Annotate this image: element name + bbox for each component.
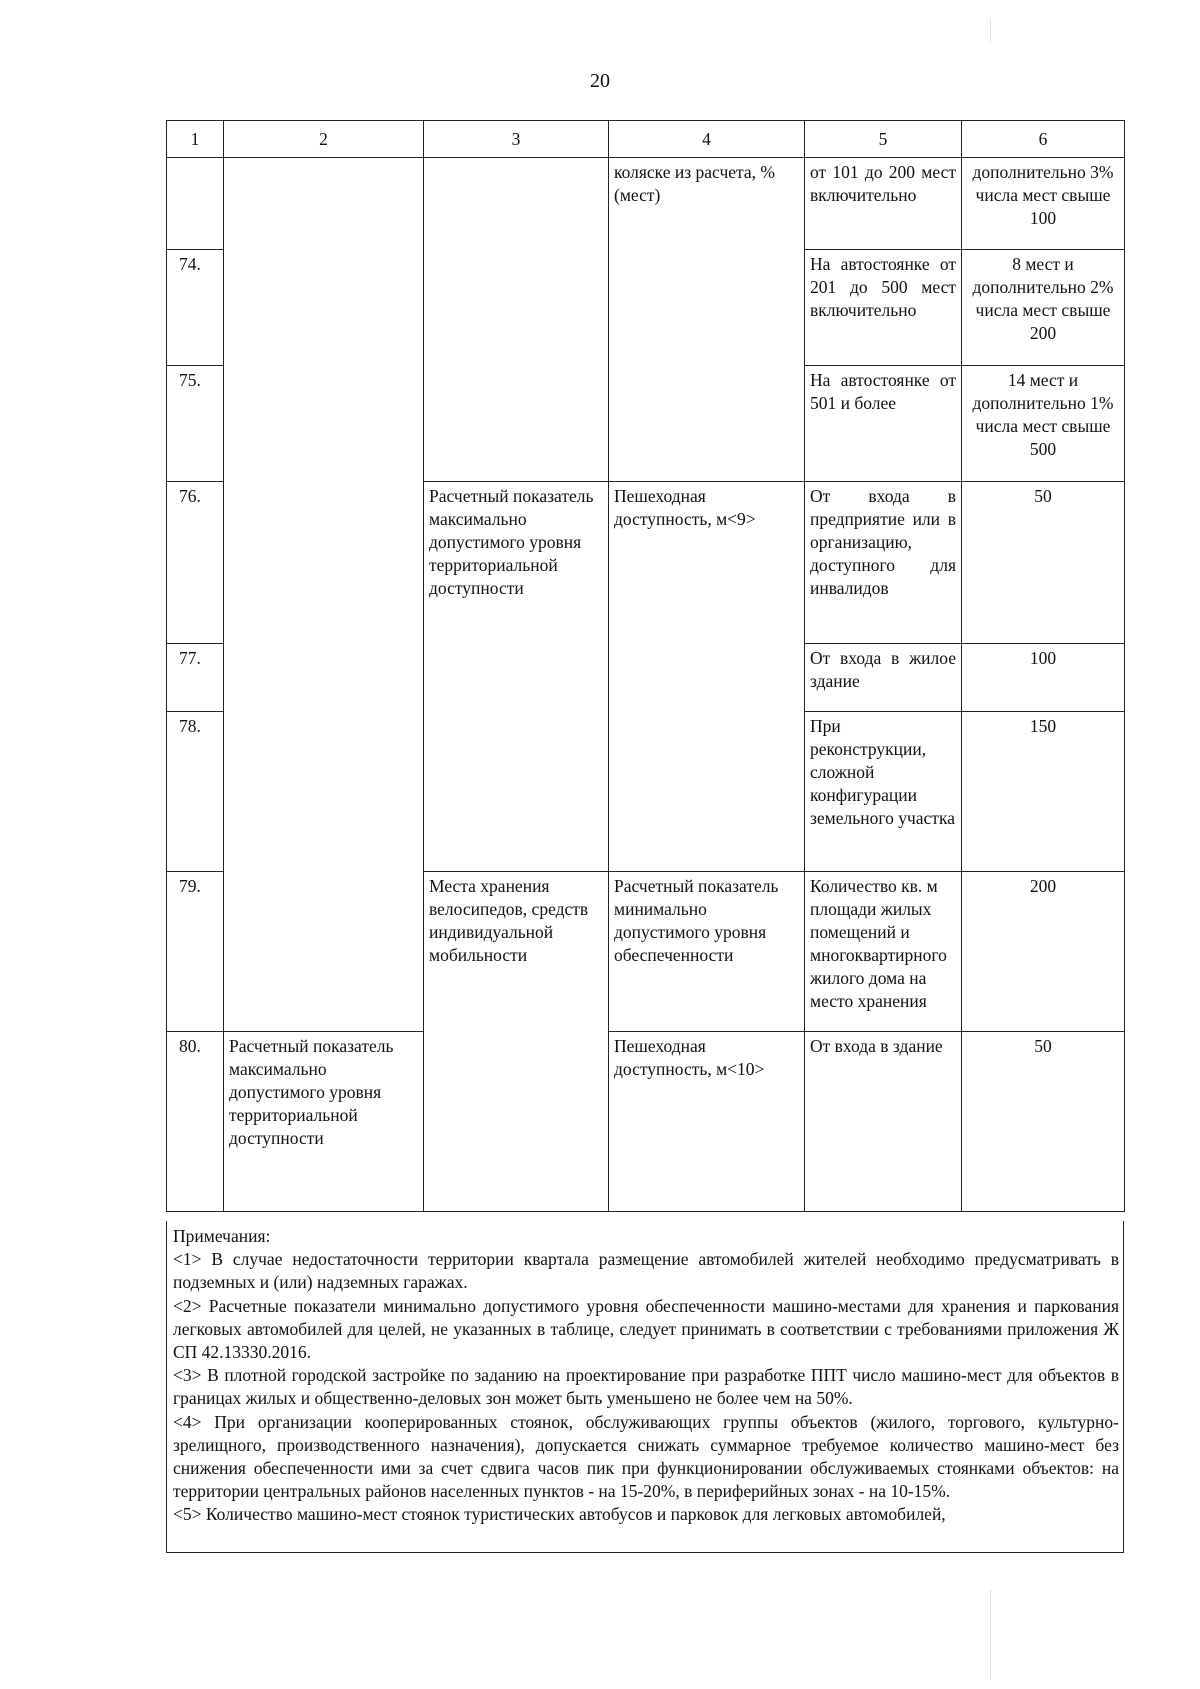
- row-col6: 8 мест и дополнительно 2% числа мест свыше 200: [962, 250, 1125, 366]
- scan-artifact-line: [990, 20, 992, 42]
- row-col3-empty: [424, 158, 609, 482]
- row-col4: Пешеходная доступность, м<9>: [609, 482, 805, 872]
- row-col4-continued: коляске из расчета, % (мест): [609, 158, 805, 482]
- row-col5: от 101 до 200 мест включительно: [805, 158, 962, 250]
- row-col6: 50: [962, 1032, 1125, 1212]
- row-number: [167, 158, 224, 250]
- row-col5: На автостоянке от 501 и более: [805, 366, 962, 482]
- notes-title: Примечания:: [173, 1226, 271, 1246]
- row-col6: 50: [962, 482, 1125, 644]
- row-col5: От входа в жилое здание: [805, 644, 962, 712]
- page-number: 20: [590, 70, 610, 92]
- note-4: <4> При организации кооперированных стоянок, обслуживающих группы объектов (жилого, торгового, культурно-зрелищного, производственного назначения), допускается снижать суммарное требуемое количество машино-мест без снижения обеспеченности ими за счет сдвига часов пик при функционировании обслуживаемых стоянками объектов: на территории центральных районов населенных пунктов - на 15-20%, в периферийных зонах - на 10-15%.: [173, 1411, 1119, 1502]
- header-col-5: 5: [805, 121, 962, 158]
- note-2: <2> Расчетные показатели минимально допустимого уровня обеспеченности машино-местами для хранения и паркования легковых автомобилей для целей, не указанных в таблице, следует принимать в соответствии с требованиями приложения Ж СП 42.13330.2016.: [173, 1295, 1119, 1363]
- row-number: 75.: [167, 366, 224, 482]
- table-body: [167, 158, 1125, 1212]
- row-col2-group: [224, 158, 424, 1032]
- row-number: 79.: [167, 872, 224, 1032]
- row-number: 76.: [167, 482, 224, 644]
- row-col5: От входа в здание: [805, 1032, 962, 1212]
- row-col56: 200: [962, 872, 1125, 1032]
- notes-section: [166, 1221, 1124, 1553]
- row-col5: На автостоянке от 201 до 500 мест включительно: [805, 250, 962, 366]
- row-col4: Количество кв. м площади жилых помещений и многоквартирного жилого дома на место хранения: [805, 872, 962, 1032]
- row-number: 80.: [167, 1032, 224, 1212]
- header-col-3: 3: [424, 121, 609, 158]
- standards-table: [166, 120, 1125, 1212]
- row-col3: Расчетный показатель максимально допустимого уровня территориальной доступности: [224, 1032, 424, 1212]
- note-5: <5> Количество машино-мест стоянок туристических автобусов и парковок для легковых автомобилей,: [173, 1504, 946, 1525]
- row-col3: Расчетный показатель максимально допустимого уровня территориальной доступности: [424, 482, 609, 872]
- row-number: 77.: [167, 644, 224, 712]
- header-col-2: 2: [224, 121, 424, 158]
- header-col-6: 6: [962, 121, 1125, 158]
- row-col6: 14 мест и дополнительно 1% числа мест свыше 500: [962, 366, 1125, 482]
- header-col-1: 1: [167, 121, 224, 158]
- row-col4: Пешеходная доступность, м<10>: [609, 1032, 805, 1212]
- note-3: <3> В плотной городской застройке по заданию на проектирование при разработке ППТ число машино-мест для объектов в границах жилых и общественно-деловых зон может быть уменьшено не более чем на 50%.: [173, 1365, 1119, 1409]
- row-col6: 150: [962, 712, 1125, 872]
- table-row: [167, 1032, 1125, 1212]
- row-number: 78.: [167, 712, 224, 872]
- scan-artifact-line: [990, 1590, 992, 1680]
- row-col5: При реконструкции, сложной конфигурации земельного участка: [805, 712, 962, 872]
- table-header: [167, 121, 1125, 158]
- row-col3: Расчетный показатель минимально допустимого уровня обеспеченности: [609, 872, 805, 1032]
- table-row: [167, 158, 1125, 250]
- row-number: 74.: [167, 250, 224, 366]
- row-col2: Места хранения велосипедов, средств индивидуальной мобильности: [424, 872, 609, 1212]
- row-col6: дополнительно 3% числа мест свыше 100: [962, 158, 1125, 250]
- header-row: [167, 121, 1125, 158]
- note-1: <1> В случае недостаточности территории квартала размещение автомобилей жителей необходимо предусматривать в подземных и (или) надземных гаражах.: [173, 1249, 1119, 1293]
- row-col6: 100: [962, 644, 1125, 712]
- header-col-4: 4: [609, 121, 805, 158]
- row-col5: От входа в предприятие или в организацию, доступного для инвалидов: [805, 482, 962, 644]
